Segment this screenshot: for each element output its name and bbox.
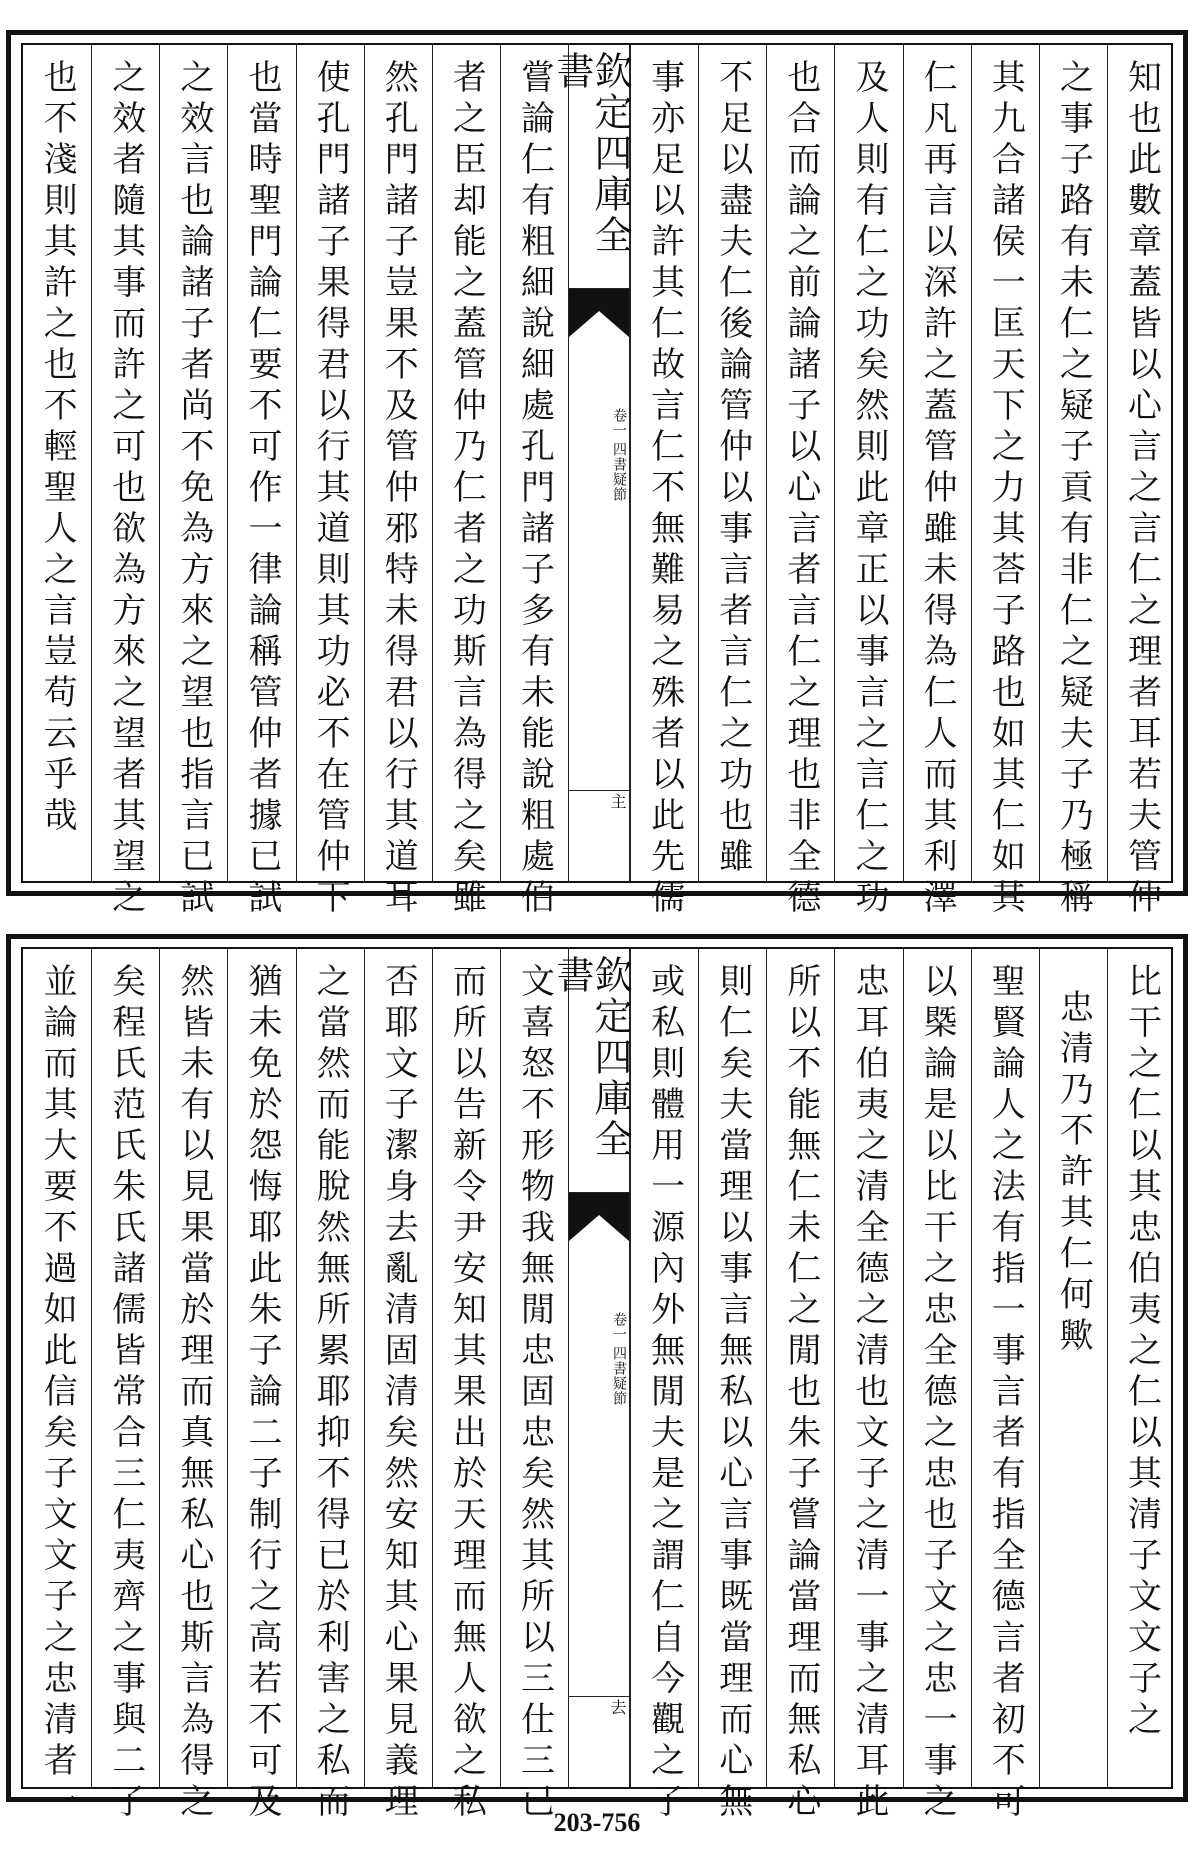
column-text: 而所以告新令尹安知其果出於天理而無人欲之私 (446, 963, 487, 1824)
banner-book: 四書疑節 (611, 1346, 627, 1406)
column-text: 者之臣却能之蓋管仲乃仁者之功斯言為得之矣雖 (446, 59, 487, 920)
column-text: 否耶文子潔身去亂清固清矣然安知其心果見義理 (378, 963, 419, 1824)
text-column (1039, 45, 1107, 920)
text-column (698, 45, 766, 920)
column-text: 之事子路有未仁之疑子貢有非仁之疑夫子乃極稱 (1053, 59, 1094, 920)
text-column (364, 949, 432, 1824)
column-text: 也當時聖門論仁要不可作一律論稱管仲者據已試 (241, 59, 282, 920)
column-text: 或私則體用一源內外無閒夫是之謂仁自今觀之子 (644, 963, 685, 1824)
text-column (500, 949, 568, 1824)
text-column (91, 949, 159, 1824)
text-column (23, 949, 91, 1824)
column-text: 也合而論之前論諸子以心言者言仁之理也非全德 (780, 59, 821, 920)
banner-leaf-number: 去 (608, 1699, 627, 1715)
page-upper-frame (21, 43, 1173, 920)
text-column (698, 949, 766, 1824)
column-text: 之效者隨其事而許之可也欲為方來之望者其望之 (105, 59, 146, 920)
text-column (364, 45, 432, 920)
text-column (296, 949, 364, 1824)
text-column (971, 45, 1039, 920)
text-column (834, 45, 902, 920)
column-text: 及人則有仁之功矣然則此章正以事言之言仁之功 (848, 59, 889, 920)
text-column (1107, 45, 1175, 920)
banner-title: 欽定四庫全書 (569, 45, 629, 289)
page-number: 203-756 (553, 1808, 641, 1837)
text-column (500, 45, 568, 920)
text-column (159, 45, 227, 920)
banner-chapter: 卷一 (611, 408, 627, 438)
column-text: 聖賢論人之法有指一事言者有指全德言者初不可 (985, 963, 1026, 1824)
column-text: 之當然而能脫然無所累耶抑不得已於利害之私而 (310, 963, 351, 1824)
banner-volume (569, 1279, 629, 1439)
banner-book: 四書疑節 (611, 442, 627, 502)
fishtail-mark-icon (569, 1193, 629, 1253)
text-column (159, 949, 227, 1824)
text-column (23, 45, 91, 881)
text-column (903, 949, 971, 1824)
column-text: 則仁矣夫當理以事言無私以心言事既當理而心無 (712, 963, 753, 1824)
text-column (296, 45, 364, 920)
column-text: 事亦足以許其仁故言仁不無難易之殊者以此先儒 (644, 59, 685, 920)
banner-column (550, 949, 632, 1787)
text-column (432, 45, 500, 920)
column-text: 忠耳伯夷之清全德之清也文子之清一事之清耳此 (848, 963, 889, 1824)
text-column (834, 949, 902, 1824)
column-text: 嘗論仁有粗細說細處孔門諸子多有未能說粗處伯 (514, 59, 555, 920)
column-text: 其九合諸侯一匡天下之力其荅子路也如其仁如其 (985, 59, 1026, 920)
column-text: 忠清乃不許其仁何歟 (1053, 989, 1094, 1358)
banner-title: 欽定四庫全書 (569, 949, 629, 1193)
text-column (630, 949, 698, 1824)
page-upper (6, 30, 1188, 920)
banner-chapter: 卷一 (611, 1312, 627, 1342)
text-column (766, 45, 834, 920)
fishtail-mark-icon (569, 289, 629, 349)
column-text: 矣程氏范氏朱氏諸儒皆常合三仁夷齊之事與二子 (105, 963, 146, 1824)
column-text: 使孔門諸子果得君以行其道則其功必不在管仲下 (310, 59, 351, 920)
text-column (227, 949, 295, 1824)
text-column (1039, 949, 1107, 1787)
column-text: 並論而其大要不過如此信矣子文文子之忠清者一 (37, 963, 78, 1824)
text-column (971, 949, 1039, 1824)
text-column (630, 45, 698, 920)
column-text: 文喜怒不形物我無閒忠固忠矣然其所以三仕三已 (514, 963, 555, 1824)
banner-leaf-number: 主 (608, 793, 627, 809)
column-text: 知也此數章蓋皆以心言之言仁之理者耳若夫管仲 (1121, 59, 1162, 920)
text-column (432, 949, 500, 1824)
column-text: 然皆未有以見果當於理而真無私心也斯言為得之 (173, 963, 214, 1824)
column-text: 也不淺則其許之也不輕聖人之言豈苟云乎哉 (37, 59, 78, 838)
text-column (1107, 949, 1175, 1787)
banner-volume (569, 375, 629, 535)
banner-column (550, 45, 632, 881)
column-text: 然孔門諸子豈果不及管仲邪特未得君以行其道耳 (378, 59, 419, 920)
column-text: 不足以盡夫仁後論管仲以事言者言仁之功也雖一 (712, 59, 753, 920)
column-text: 比干之仁以其忠伯夷之仁以其清子文文子之 (1121, 963, 1162, 1742)
column-text: 所以不能無仁未仁之閒也朱子嘗論當理而無私心 (780, 963, 821, 1824)
column-text: 猶未免於怨悔耶此朱子論二子制行之高若不可及 (241, 963, 282, 1824)
text-column (766, 949, 834, 1824)
column-text: 以槩論是以比干之忠全德之忠也子文之忠一事之 (917, 963, 958, 1824)
column-text: 仁凡再言以深許之蓋管仲雖未得為仁人而其利澤 (917, 59, 958, 920)
text-column (227, 45, 295, 920)
text-column (903, 45, 971, 920)
text-column (91, 45, 159, 920)
column-text: 之效言也論諸子者尚不免為方來之望也指言已試 (173, 59, 214, 920)
